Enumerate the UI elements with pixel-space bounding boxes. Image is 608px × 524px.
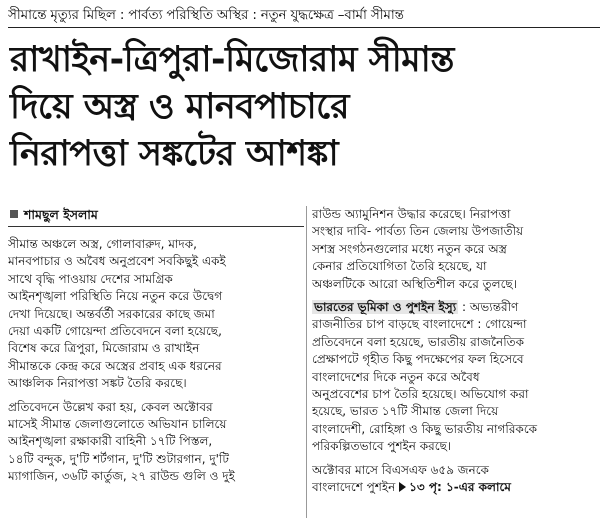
text-line: অনুপ্রবেশের চাপ তৈরি হয়েছে। অভিযোগ করা — [312, 387, 529, 402]
kicker-line: সীমান্তে মৃত্যুর মিছিল : পার্বত্য পরিস্থিতি অস্থির : নতুন যুদ্ধক্ষেত্র –বার্মা সীমান্ত — [8, 7, 404, 23]
text-line: সীমান্ত অঞ্চলে অস্ত্র, গোলাবারুদ, মাদক, — [8, 237, 197, 251]
continuation-jump — [399, 480, 511, 494]
text-line: সশস্ত্র সংগঠনগুলোর মধ্যে নতুন করে অস্ত্র — [312, 241, 507, 256]
text-line: সংস্থার দাবি- পার্বত্য তিন জেলায় উপজাতীয় — [312, 224, 524, 239]
text-line: হয়েছে, ভারত ১৭টি সীমান্ত জেলা দিয়ে — [312, 404, 499, 419]
text-line: পরিকল্পিতভাবে পুশইন করছে। — [312, 439, 452, 454]
kicker-divider — [8, 27, 600, 28]
text-line: আঞ্চলিক নিরাপত্তা সঙ্কট তৈরি করছে। — [8, 376, 187, 391]
headline — [10, 37, 600, 178]
byline — [10, 207, 98, 223]
byline-divider — [8, 226, 304, 227]
paragraph-2 — [8, 399, 304, 486]
subheading: ভারতের ভূমিকা ও পুশইন ইস্যু — [314, 300, 457, 315]
article-column-right — [312, 206, 600, 497]
paragraph-1 — [8, 236, 304, 393]
text-line: বাংলাদেশী, রোহিঙ্গা ও কিছু ভারতীয় নাগরিককে — [312, 421, 538, 436]
text-line: সীমান্তকে কেন্দ্র করে অস্ত্রের প্রবাহ এক ধরনের — [8, 358, 222, 373]
text-line: বাংলাদেশের দিকে নতুন করে অবৈধ — [312, 369, 480, 384]
text-line: বিশেষ করে ত্রিপুরা, মিজোরাম ও রাখাইন — [8, 341, 200, 356]
subheading-continuation: : অভ্যন্তরীণ — [458, 300, 519, 315]
headline-line-1: রাখাইন-ত্রিপুরা-মিজোরাম সীমান্ত — [10, 40, 454, 80]
text-fragment: বাংলাদেশে পুশইন — [312, 480, 396, 495]
text-line: প্রেক্ষাপটে গৃহীত কিছু পদক্ষেপের ফল হিসেবে — [312, 352, 524, 367]
article-column-left — [8, 236, 304, 486]
text-line: আইনশৃঙ্খলা রক্ষাকারী বাহিনী ১৭টি পিস্তল, — [8, 434, 213, 449]
text-line: রাউন্ড অ্যামুনিশন উদ্ধার করেছে। নিরাপত্তা — [312, 207, 511, 221]
headline-line-2: দিয়ে অস্ত্র ও মানবপাচারে — [10, 87, 350, 127]
triangle-pointer-icon — [399, 482, 406, 492]
text-line: ১৪টি বন্দুক, দু'টি শর্টগান, দু'টি শুটারগান, দু'টি — [8, 451, 229, 466]
text-line — [312, 299, 600, 316]
text-line — [312, 479, 600, 496]
paragraph-5 — [312, 462, 600, 497]
byline-bullet-icon — [10, 210, 18, 218]
text-line: ম্যাগাজিন, ৩৬টি কার্তুজ, ২৭ রাউন্ড গুলি ও দুই — [8, 469, 235, 484]
jump-label: ১৩ পৃ: ১-এর কলামে — [409, 480, 511, 495]
text-line: প্রতিবেদনে উল্লেখ করা হয়, কেবল অক্টোবর — [8, 399, 213, 414]
text-line: দেয়া একটি গোয়েন্দা প্রতিবেদনে বলা হয়েছে, — [8, 324, 222, 339]
byline-author: শামছুল ইসলাম — [24, 207, 98, 222]
text-line: দেখা দিয়েছে। অন্তর্বর্তী সরকারের কাছে জমা — [8, 306, 215, 321]
paragraph-4 — [312, 299, 600, 456]
headline-line-3: নিরাপত্তা সঙ্কটের আশঙ্কা — [10, 134, 339, 174]
text-line: অঞ্চলটিকে আরো অস্থিতিশীল করে তুলছে। — [312, 276, 517, 291]
text-line: প্রতিবেদনে বলা হয়েছে, ভারতীয় রাজনৈতিক — [312, 334, 525, 349]
text-line: আইনশৃঙ্খলা পরিস্থিতি নিয়ে নতুন করে উদ্বেগ — [8, 289, 223, 304]
text-line: মাসেই সীমান্ত জেলাগুলোতে অভিযান চালিয়ে — [8, 417, 227, 432]
text-line: সাথে বৃদ্ধি পাওয়ায় দেশের সামগ্রিক — [8, 271, 173, 286]
column-divider — [306, 206, 307, 518]
text-line: মানবপাচার ও অবৈধ অনুপ্রবেশ সবকিছুই একই — [8, 254, 226, 269]
text-line: রাজনীতির চাপ বাড়ছে বাংলাদেশে : গোয়েন্দা — [312, 317, 527, 332]
text-line: অক্টোবর মাসে বিএসএফ ৬৫৯ জনকে — [312, 462, 489, 477]
paragraph-3 — [312, 206, 600, 293]
text-line: কেনার প্রতিযোগিতা তৈরি হয়েছে, যা — [312, 259, 487, 274]
